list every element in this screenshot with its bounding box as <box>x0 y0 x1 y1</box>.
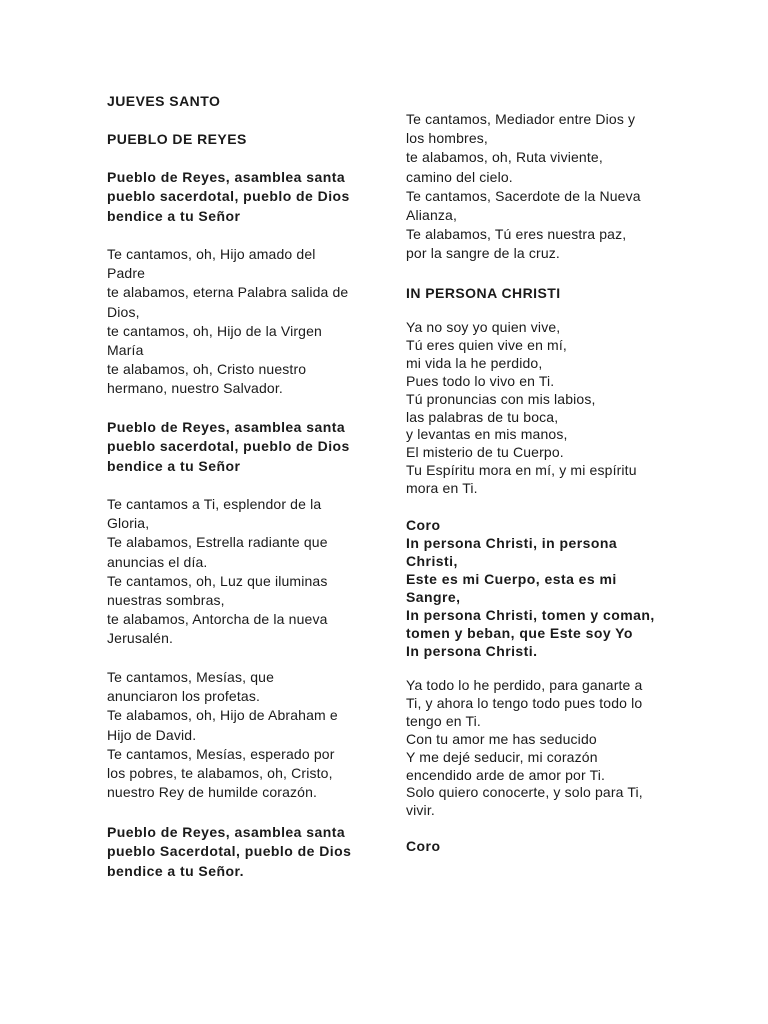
stanza-line: vivir. <box>406 802 435 819</box>
stanza-line: Tú pronuncias con mis labios, <box>406 390 596 407</box>
verse-block <box>107 495 369 649</box>
verse-line: Te alabamos, Tú eres nuestra paz, <box>406 226 627 243</box>
stanza-line: y levantas en mis manos, <box>406 426 568 443</box>
stanza-line: Tu Espíritu mora en mí, y mi espíritu <box>406 462 637 479</box>
chorus-block <box>107 418 369 476</box>
verse-line: nuestras sombras, <box>107 592 225 609</box>
chorus-line: pueblo sacerdotal, pueblo de Dios <box>107 438 350 455</box>
coro-label: Coro <box>406 517 441 533</box>
document-title: JUEVES SANTO <box>107 93 221 109</box>
coro-line: In persona Christi, tomen y coman, <box>406 607 655 623</box>
verse-line: los hombres, <box>406 130 488 147</box>
coro-line: Sangre, <box>406 589 461 605</box>
verse-line: Padre <box>107 265 146 282</box>
verse-line: Te cantamos, Mesías, que <box>107 669 275 685</box>
verse-line: Te cantamos, oh, Luz que iluminas <box>107 572 328 589</box>
stanza-line: tengo en Ti. <box>406 712 481 729</box>
verse-line: Jerusalén. <box>107 630 174 647</box>
verse-line: Te cantamos, Sacerdote de la Nueva <box>406 187 641 204</box>
chorus-block <box>107 823 369 881</box>
stanza-block <box>406 319 668 498</box>
stanza-line: mora en Ti. <box>406 480 478 497</box>
verse-line: María <box>107 342 144 359</box>
verse-line: Te cantamos, Mesías, esperado por <box>107 745 335 762</box>
song-title-in-persona-christi: IN PERSONA CHRISTI <box>406 285 561 301</box>
song-title-pueblo-de-reyes: PUEBLO DE REYES <box>107 131 247 147</box>
verse-line: anuncias el día. <box>107 553 208 570</box>
verse-line: Te cantamos, oh, Hijo amado del <box>107 246 316 262</box>
chorus-line: pueblo sacerdotal, pueblo de Dios <box>107 188 350 205</box>
verse-block <box>406 110 668 264</box>
verse-line: te alabamos, eterna Palabra salida de <box>107 284 349 301</box>
verse-line: por la sangre de la cruz. <box>406 245 560 262</box>
stanza-line: Ya no soy yo quien vive, <box>406 319 561 335</box>
stanza-line: Ya todo lo he perdido, para ganarte a <box>406 677 643 693</box>
stanza-line: El misterio de tu Cuerpo. <box>406 444 564 461</box>
stanza-line: Y me dejé seducir, mi corazón <box>406 748 598 765</box>
verse-line: Gloria, <box>107 515 150 532</box>
chorus-line: bendice a tu Señor <box>107 207 241 224</box>
coro-block <box>406 516 668 660</box>
coro-line: In persona Christi, in persona <box>406 535 618 551</box>
stanza-line: las palabras de tu boca, <box>406 408 559 425</box>
verse-line: Alianza, <box>406 207 458 224</box>
verse-line: te cantamos, oh, Hijo de la Virgen <box>107 322 322 339</box>
verse-block <box>107 245 369 399</box>
verse-line: anunciaron los profetas. <box>107 688 261 705</box>
verse-line: hermano, nuestro Salvador. <box>107 380 283 397</box>
verse-line: te alabamos, oh, Cristo nuestro <box>107 361 307 378</box>
stanza-line: Pues todo lo vivo en Ti. <box>406 372 555 389</box>
coro-line: Christi, <box>406 553 458 569</box>
coro-line: tomen y beban, que Este soy Yo <box>406 625 633 641</box>
stanza-line: Solo quiero conocerte, y solo para Ti, <box>406 784 643 801</box>
verse-line: camino del cielo. <box>406 168 513 185</box>
stanza-line: Ti, y ahora lo tengo todo pues todo lo <box>406 694 643 711</box>
verse-line: Te cantamos, Mediador entre Dios y <box>406 111 636 127</box>
verse-line: Hijo de David. <box>107 726 197 743</box>
verse-line: nuestro Rey de humilde corazón. <box>107 784 318 801</box>
verse-line: te alabamos, Antorcha de la nueva <box>107 611 328 628</box>
chorus-line: bendice a tu Señor <box>107 457 241 474</box>
verse-line: Te cantamos a Ti, esplendor de la <box>107 496 322 512</box>
coro-label: Coro <box>406 838 441 854</box>
stanza-line: mi vida la he perdido, <box>406 354 543 371</box>
coro-line: In persona Christi. <box>406 643 538 659</box>
verse-line: Dios, <box>107 303 140 320</box>
coro-line: Este es mi Cuerpo, esta es mi <box>406 571 617 587</box>
chorus-line: Pueblo de Reyes, asamblea santa <box>107 824 346 840</box>
chorus-line: Pueblo de Reyes, asamblea santa <box>107 169 346 185</box>
stanza-block <box>406 677 668 820</box>
stanza-line: encendido arde de amor por Ti. <box>406 766 606 783</box>
verse-block <box>107 668 369 802</box>
chorus-line: bendice a tu Señor. <box>107 862 244 879</box>
chorus-line: pueblo Sacerdotal, pueblo de Dios <box>107 843 352 860</box>
verse-line: te alabamos, oh, Ruta viviente, <box>406 149 603 166</box>
verse-line: Te alabamos, Estrella radiante que <box>107 534 328 551</box>
stanza-line: Tú eres quien vive en mí, <box>406 336 567 353</box>
chorus-line: Pueblo de Reyes, asamblea santa <box>107 419 346 435</box>
stanza-line: Con tu amor me has seducido <box>406 730 597 747</box>
chorus-block <box>107 168 369 226</box>
verse-line: Te alabamos, oh, Hijo de Abraham e <box>107 707 338 724</box>
verse-line: los pobres, te alabamos, oh, Cristo, <box>107 765 333 782</box>
